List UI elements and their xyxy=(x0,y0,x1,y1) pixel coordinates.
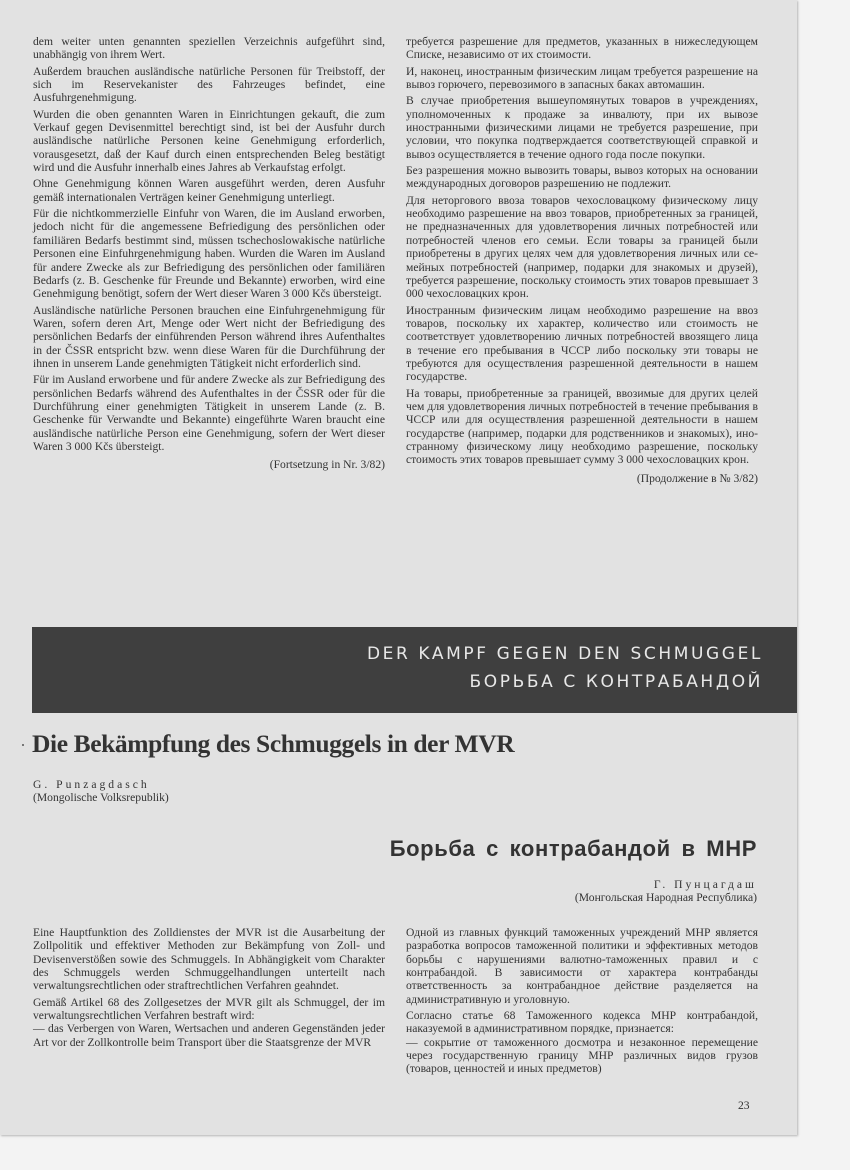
paragraph: Außerdem brauchen ausländische natürliche Personen für Treibstoff, der sich im Reservekanister des Fahrzeuges befindet, eine Ausfuhrgenehmigung. xyxy=(33,64,385,105)
paragraph: Согласно статье 68 Таможенного кодекса МНР контрабандой, наказуемой в административном порядке, признается: xyxy=(406,1009,758,1036)
article-title-ru: Борьба с контрабандой в МНР xyxy=(389,836,757,861)
banner-title-ru: БОРЬБА С КОНТРАБАНДОЙ xyxy=(469,672,763,692)
paragraph: — das Verbergen von Waren, Wertsachen und anderen Gegenständen jeder Art vor der Zollkontrolle beim Transport über die Staatsgrenze der MVR xyxy=(33,1022,385,1049)
author-country-ru: (Монгольская Народная Республика) xyxy=(574,891,757,904)
paragraph: Без разрешения можно вывозить товары, вывоз которых на основании международных договоров разрешению не подлежит. xyxy=(406,164,758,191)
paragraph: Ausländische natürliche Personen brauchen eine Einfuhrgenehmigung für Waren, sofern deren Art, Menge oder Wert nicht der Befriedigung des persönlichen Bedarfs der einführenden Person während ihres Aufenthaltes in der ČSSR entspricht bzw. wenn diese Waren für die Durchführung der ihnen in unserem Lande genehmigten Tätigkeit nicht erforderlich sind. xyxy=(33,303,385,370)
paragraph: dem weiter unten genannten speziellen Verzeichnis aufgeführt sind, unabhängig von ihrem Wert. xyxy=(33,35,385,62)
article-body-de xyxy=(33,926,385,1052)
paragraph: Gemäß Artikel 68 des Zollgesetzes der MVR gilt als Schmuggel, der im verwaltungsrechtlichen Verfahren bestraft wird: xyxy=(33,995,385,1023)
paragraph: И, наконец, иностранным физическим лицам требуется разрешение на вывоз горючего, перевозимого в запасных баках автомашин. xyxy=(406,64,758,92)
paragraph: Für im Ausland erworbene und für andere Zwecke als zur Befriedigung des persönlichen Bedarfs während des Aufenthaltes in der ČSSR oder für die Durchführung einer genehmigten Tätigkeit in unserem Lande (z. B. Geschenke für Verwandte und Bekannte) eingeführte Waren braucht eine ausländische natürliche Person eine Genehmigung, sofern der Wert dieser Waren 3 000 Kčs übersteigt. xyxy=(33,373,385,453)
paragraph: На товары, приобретенные за границей, ввозимые для других целей чем для удовлетворения личных потребностей в течение пребывания в ЧССР или для осуществления разрешенной деятельности в нашем государстве (например, подарки для родственников и знакомых), иностранному физическому лицу необходимо разрешение, поскольку стоимость этих товаров превышает сумму 3 000 чехословацких крон. xyxy=(406,386,758,467)
paragraph: Wurden die oben genannten Waren in Einrichtungen gekauft, die zum Verkauf gegen Devisenmittel berechtigt sind, ist bei der Ausfuhr durch ausländische natürliche Personen keine Genehmigung erforderlich, vorausgesetzt, daß der Kauf durch einen entsprechenden Beleg bestätigt wird und die Ausfuhr innerhalb eines Jahres ab Verkaufstag erfolgt. xyxy=(33,107,385,175)
paragraph: Иностранным физическим лицам необходимо разрешение на ввоз товаров, поскольку их характер, количество или стоимость не соответствует удовлетворению личных потребностей ввозящего лица в течение его пребывания в ЧССР либо поскольку эти товары не требуются для осуществления разрешенной деятельности в нашем государстве. xyxy=(406,303,758,384)
paragraph: требуется разрешение для предметов, указанных в нижеследующем Списке, независимо от их стоимости. xyxy=(406,35,758,62)
paragraph: Ohne Genehmigung können Waren ausgeführt werden, deren Ausfuhr gemäß internationalen Verträgen keiner Genehmigung unterliegt. xyxy=(33,177,385,204)
continuation-note-ru: (Продолжение в № 3/82) xyxy=(636,471,758,485)
section-banner xyxy=(32,627,797,713)
page-number: 23 xyxy=(738,1099,750,1112)
author-de: G. Punzagdasch xyxy=(33,778,150,791)
paragraph: В случае приобретения вышеупомянутых товаров в учреждениях, уполномоченных к продаже за инвалюту, при их вывозе иностранными физическими лицами не требуется разрешение, при условии, что покупка подтверждается соответствующей справкой и вывоз осуществляется в течение одного года после покупки. xyxy=(406,94,758,161)
author-country-de: (Mongolische Volksrepublik) xyxy=(33,791,169,804)
paragraph: Eine Hauptfunktion des Zolldienstes der MVR ist die Ausarbeitung der Zollpolitik und effektiver Methoden zur Bekämpfung von Zoll- und Devisenverstößen sowie des Schmuggels. In Abhängigkeit vom Charakter des Schmuggels werden Schmuggelhandlungen unterteilt nach verwaltungsrechtlichen oder straftrechtlichen Verfahren geahndet. xyxy=(33,926,385,993)
paragraph: Für die nichtkommerzielle Einfuhr von Waren, die im Ausland erworben, jedoch nicht für die angemessene Befriedigung des persönlichen oder familiären Bedarfs bestimmt sind, müssen tschechoslowakische natürliche Personen eine Einfuhrgenehmigung haben. Wurden die Waren im Ausland für andere Zwecke als zur Befriedigung des persönlichen oder familiären Bedarfs (z. B. Geschenke für Freunde und Bekannte) erworben, wird eine Genehmigung benötigt, sofern der Wert dieser Waren 3 000 Kčs übersteigt. xyxy=(33,207,385,301)
author-ru: Г. Пунцагдаш xyxy=(653,878,757,891)
top-right-column-ru xyxy=(406,35,758,488)
banner-title-de: DER KAMPF GEGEN DEN SCHMUGGEL xyxy=(366,644,763,664)
paragraph: Одной из главных функций таможенных учреждений МНР является разработка вопросов таможенной политики и эффективных методов борьбы с нарушениями валютно-таможенных правил и с контрабандой. В зависимости от характера контрабанды ответственность за контрабандное действие разделяется на административную и уголовную. xyxy=(406,926,758,1006)
top-left-column-de xyxy=(33,35,385,475)
article-body-ru xyxy=(406,926,758,1079)
paragraph: Для неторгового ввоза товаров чехословацкому физическому лицу необходимо разрешение на ввоз товаров, приобретенных за границей, не предназначенных для удовлетворения личных потребностей или потребностей членов его семьи. Если товары за границей были приобретены в других целях чем для удовлетворения личных или семейных потребностей (например, подарки для знакомых и друзей), требуется разрешение, поскольку стоимость этих товаров превышает 3 000 чехословацких крон. xyxy=(406,193,758,301)
print-speck xyxy=(22,744,24,746)
paragraph: — сокрытие от таможенного досмотра и незаконное перемещение через государственную границу МНР различных видов грузов (товаров, ценностей и иных предметов) xyxy=(406,1035,758,1076)
continuation-note-de: (Fortsetzung in Nr. 3/82) xyxy=(269,458,385,472)
article-title-de: Die Bekämpfung des Schmuggels in der MVR xyxy=(32,729,515,758)
